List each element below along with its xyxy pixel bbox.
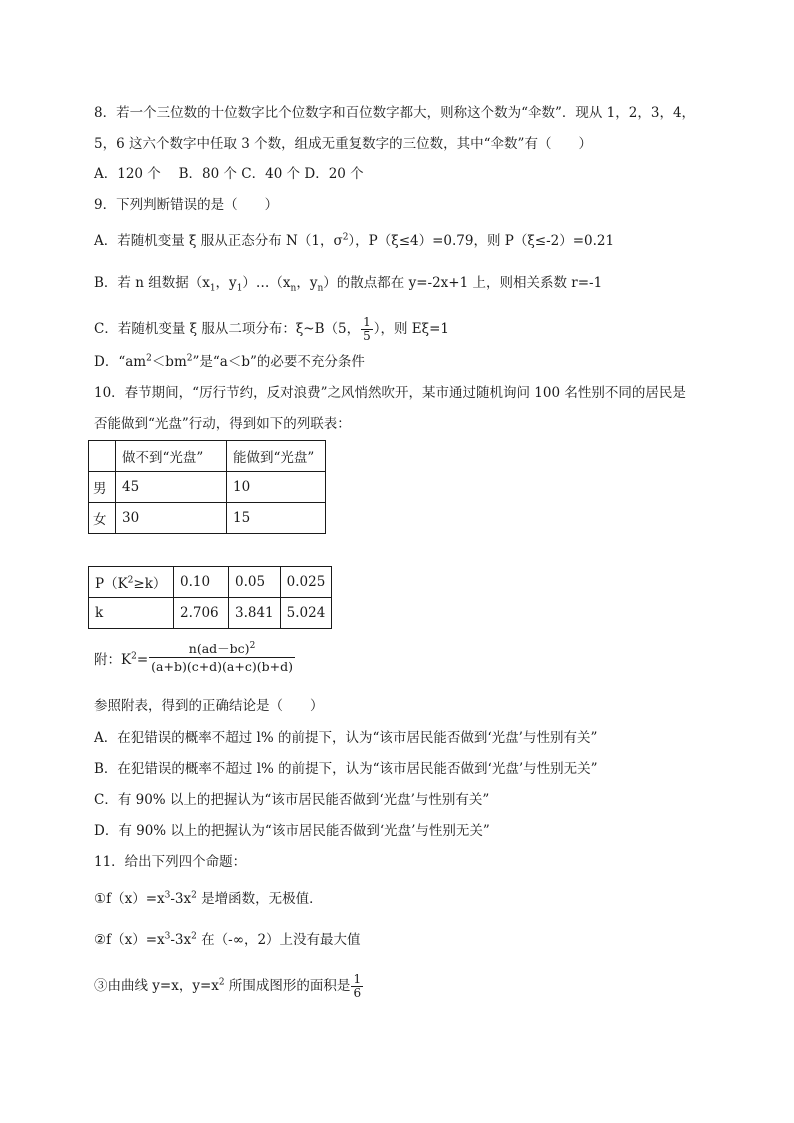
critical-value-table [88,566,332,629]
table-header-cell: 做不到“光盘” [116,441,227,472]
q10-option-a: A．在犯错误的概率不超过 l% 的前提下，认为“该市居民能否做到‘光盘’与性别有关” [94,730,598,746]
q9-option-b: B．若 n 组数据（$x_1$，$y_1)\dots(x_n$，$y_n$）的散点都在 y=-2x+1 上，则相关系数 r=-1 [94,275,603,294]
table-row [89,567,332,598]
table-cell: 3.841 [229,598,281,629]
q11-proposition-1: $①f(x)=x^3-3x^2$ 是增函数，无极值． [94,890,323,907]
table-cell: 2.706 [174,598,229,629]
q10-option-c: C．有 90% 以上的把握认为“该市居民能否做到‘光盘’与性别有关” [94,792,490,808]
table-cell: 10 [227,472,326,503]
q11-proposition-2: $②f(x)=x^3-3x^2$ 在（-∞，2）上没有最大值 [94,931,361,948]
fraction-one-sixth: $\frac{1}{6}$ [353,972,362,1000]
table-row-label: $P(K^2\ge k)$ [89,567,174,598]
q10-prompt: 参照附表，得到的正确结论是（ ） [94,698,324,714]
table-cell: 30 [116,503,227,534]
q9-option-d: D．“$am^2<bm^2$”是“a＜b”的必要不充分条件 [94,353,365,370]
q11-proposition-3: ③由曲线 y=x，$y=x^2$ 所围成图形的面积是 $\frac{1}{6}$ [94,972,362,1000]
q8-line2: 5，6 这六个数字中任取 3 个数，组成无重复数字的三位数，其中“伞数”有（ ） [94,136,592,152]
q9-option-a: A．若随机变量 ξ 服从正态分布 N（1，$\sigma^2$），P（ξ≤4）=0.79，则 P（ξ≤-2）=0.21 [94,232,615,249]
table-row [89,503,326,534]
q9-option-c: C．若随机变量 ξ 服从二项分布：ξ~B（5， $\frac{1}{5}$ ），则 Eξ=1 [94,315,449,343]
table-cell: 15 [227,503,326,534]
table-cell: 0.10 [174,567,229,598]
table-row [89,598,332,629]
q8-line1: 8．若一个三位数的十位数字比个位数字和百位数字都大，则称这个数为“伞数”．现从 1，2，3，4， [94,105,696,121]
table-row-label: k [89,598,174,629]
fraction-one-fifth: $\frac{1}{5}$ [363,315,371,343]
table-cell: 0.025 [280,567,332,598]
q8-options: A．120 个 B．80 个 C．40 个 D．20 个 [94,166,364,182]
q9-stem: 9．下列判断错误的是（ ） [94,197,279,213]
q10-line1: 10．春节期间，“厉行节约，反对浪费”之风悄然吹开，某市通过随机询问 100 名性别不同的居民是 [94,385,686,401]
table-cell: 0.05 [229,567,281,598]
chi-square-formula: 附：$K^2=$ $\frac{n(ad-bc)^2}{(a+b)(c+d)(a+c)(b+d)}$ [94,640,293,674]
contingency-table [88,440,326,534]
table-row-label: 男 [89,472,116,503]
table-cell: 45 [116,472,227,503]
table-header-cell: 能做到“光盘” [227,441,326,472]
table-row [89,472,326,503]
formula-fraction: $\frac{n(ad-bc)^2}{(a+b)(c+d)(a+c)(b+d)}$ [151,640,293,674]
table-cell [89,441,116,472]
q10-option-b: B．在犯错误的概率不超过 l% 的前提下，认为“该市居民能否做到‘光盘’与性别无关” [94,761,598,777]
q11-stem: 11．给出下列四个命题： [94,854,247,870]
table-cell: 5.024 [280,598,332,629]
q10-line2: 否能做到“光盘”行动，得到如下的列联表： [94,416,351,432]
q10-option-d: D．有 90% 以上的把握认为“该市居民能否做到‘光盘’与性别无关” [94,823,490,839]
table-row-label: 女 [89,503,116,534]
table-row [89,441,326,472]
